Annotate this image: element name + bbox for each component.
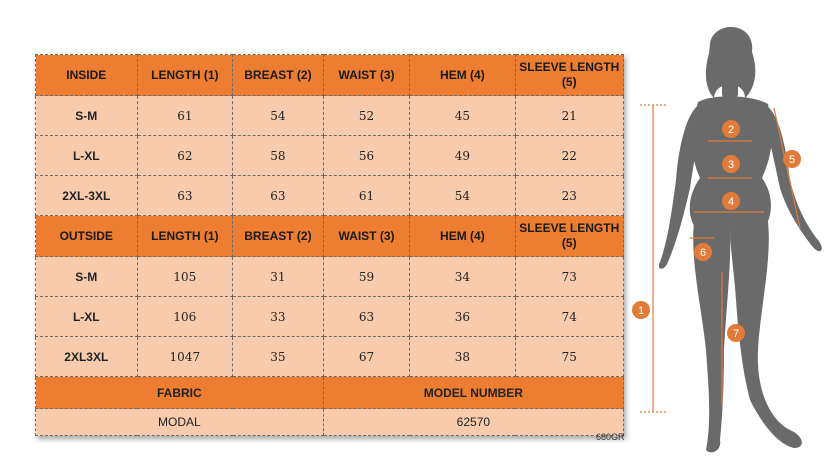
hem-cell: 54 bbox=[410, 176, 515, 216]
sleeve-length-header-cell: SLEEVE LENGTH (5) bbox=[515, 216, 623, 257]
sleeve-length-cell: 75 bbox=[515, 337, 623, 377]
hem-cell: 36 bbox=[410, 297, 515, 337]
breast-cell: 63 bbox=[233, 176, 324, 216]
sleeve-length-cell: 22 bbox=[515, 136, 623, 176]
svg-text:2: 2 bbox=[727, 124, 735, 136]
breast-cell: 54 bbox=[233, 96, 324, 136]
breast-header-cell: BREAST (2) bbox=[233, 55, 324, 96]
silhouette bbox=[659, 27, 822, 452]
breast-cell: 33 bbox=[233, 297, 324, 337]
waist-cell: 63 bbox=[323, 297, 410, 337]
breast-header-cell: BREAST (2) bbox=[233, 216, 324, 257]
outside-header-row bbox=[36, 216, 624, 257]
fabric-label: FABRIC bbox=[36, 377, 324, 409]
waist-cell: 67 bbox=[323, 337, 410, 377]
svg-text:3: 3 bbox=[727, 159, 735, 171]
svg-text:6: 6 bbox=[699, 247, 707, 259]
waist-cell: 61 bbox=[323, 176, 410, 216]
hem-cell: 38 bbox=[410, 337, 515, 377]
fabric-value: MODAL bbox=[36, 409, 324, 436]
size-cell: S-M bbox=[36, 96, 138, 136]
inside-row bbox=[36, 176, 624, 216]
inside-row bbox=[36, 96, 624, 136]
length-cell: 61 bbox=[137, 96, 233, 136]
size-cell: L-XL bbox=[36, 136, 138, 176]
inside-row bbox=[36, 136, 624, 176]
product-code: 680GR bbox=[596, 432, 625, 442]
marker-4 bbox=[722, 192, 740, 210]
size-cell: 2XL-3XL bbox=[36, 176, 138, 216]
length-cell: 1047 bbox=[137, 337, 233, 377]
svg-text:5: 5 bbox=[788, 154, 796, 166]
inside-header-cell: INSIDE bbox=[36, 55, 138, 96]
body-silhouette-figure bbox=[625, 20, 840, 474]
size-chart-table bbox=[35, 54, 624, 436]
hem-cell: 34 bbox=[410, 257, 515, 297]
sleeve-length-cell: 21 bbox=[515, 96, 623, 136]
size-cell: 2XL3XL bbox=[36, 337, 138, 377]
waist-header-cell: WAIST (3) bbox=[323, 55, 410, 96]
sleeve-length-cell: 23 bbox=[515, 176, 623, 216]
marker-7 bbox=[727, 324, 745, 342]
outside-row bbox=[36, 257, 624, 297]
outside-row bbox=[36, 337, 624, 377]
size-cell: S-M bbox=[36, 257, 138, 297]
outside-header-cell: OUTSIDE bbox=[36, 216, 138, 257]
svg-text:4: 4 bbox=[727, 196, 735, 208]
hem-cell: 49 bbox=[410, 136, 515, 176]
fabric-header-row bbox=[36, 377, 624, 409]
svg-text:7: 7 bbox=[732, 328, 740, 340]
breast-cell: 58 bbox=[233, 136, 324, 176]
breast-cell: 35 bbox=[233, 337, 324, 377]
hem-header-cell: HEM (4) bbox=[410, 216, 515, 257]
fabric-value-row bbox=[36, 409, 624, 436]
inside-header-row bbox=[36, 55, 624, 96]
length-header-cell: LENGTH (1) bbox=[137, 55, 233, 96]
waist-cell: 59 bbox=[323, 257, 410, 297]
waist-header-cell: WAIST (3) bbox=[323, 216, 410, 257]
waist-cell: 56 bbox=[323, 136, 410, 176]
hem-cell: 45 bbox=[410, 96, 515, 136]
length-cell: 105 bbox=[137, 257, 233, 297]
svg-text:1: 1 bbox=[637, 305, 645, 317]
model-number-label: MODEL NUMBER bbox=[323, 377, 623, 409]
outside-row bbox=[36, 297, 624, 337]
sleeve-length-header-cell: SLEEVE LENGTH (5) bbox=[515, 55, 623, 96]
marker-1 bbox=[632, 301, 650, 319]
length-header-cell: LENGTH (1) bbox=[137, 216, 233, 257]
length-cell: 106 bbox=[137, 297, 233, 337]
breast-cell: 31 bbox=[233, 257, 324, 297]
hem-header-cell: HEM (4) bbox=[410, 55, 515, 96]
length-cell: 63 bbox=[137, 176, 233, 216]
marker-3 bbox=[722, 155, 740, 173]
marker-6 bbox=[694, 243, 712, 261]
waist-cell: 52 bbox=[323, 96, 410, 136]
sleeve-length-cell: 74 bbox=[515, 297, 623, 337]
length-cell: 62 bbox=[137, 136, 233, 176]
sleeve-length-cell: 73 bbox=[515, 257, 623, 297]
size-cell: L-XL bbox=[36, 297, 138, 337]
marker-5 bbox=[783, 150, 801, 168]
marker-2 bbox=[722, 120, 740, 138]
model-number-value: 62570 bbox=[323, 409, 623, 436]
